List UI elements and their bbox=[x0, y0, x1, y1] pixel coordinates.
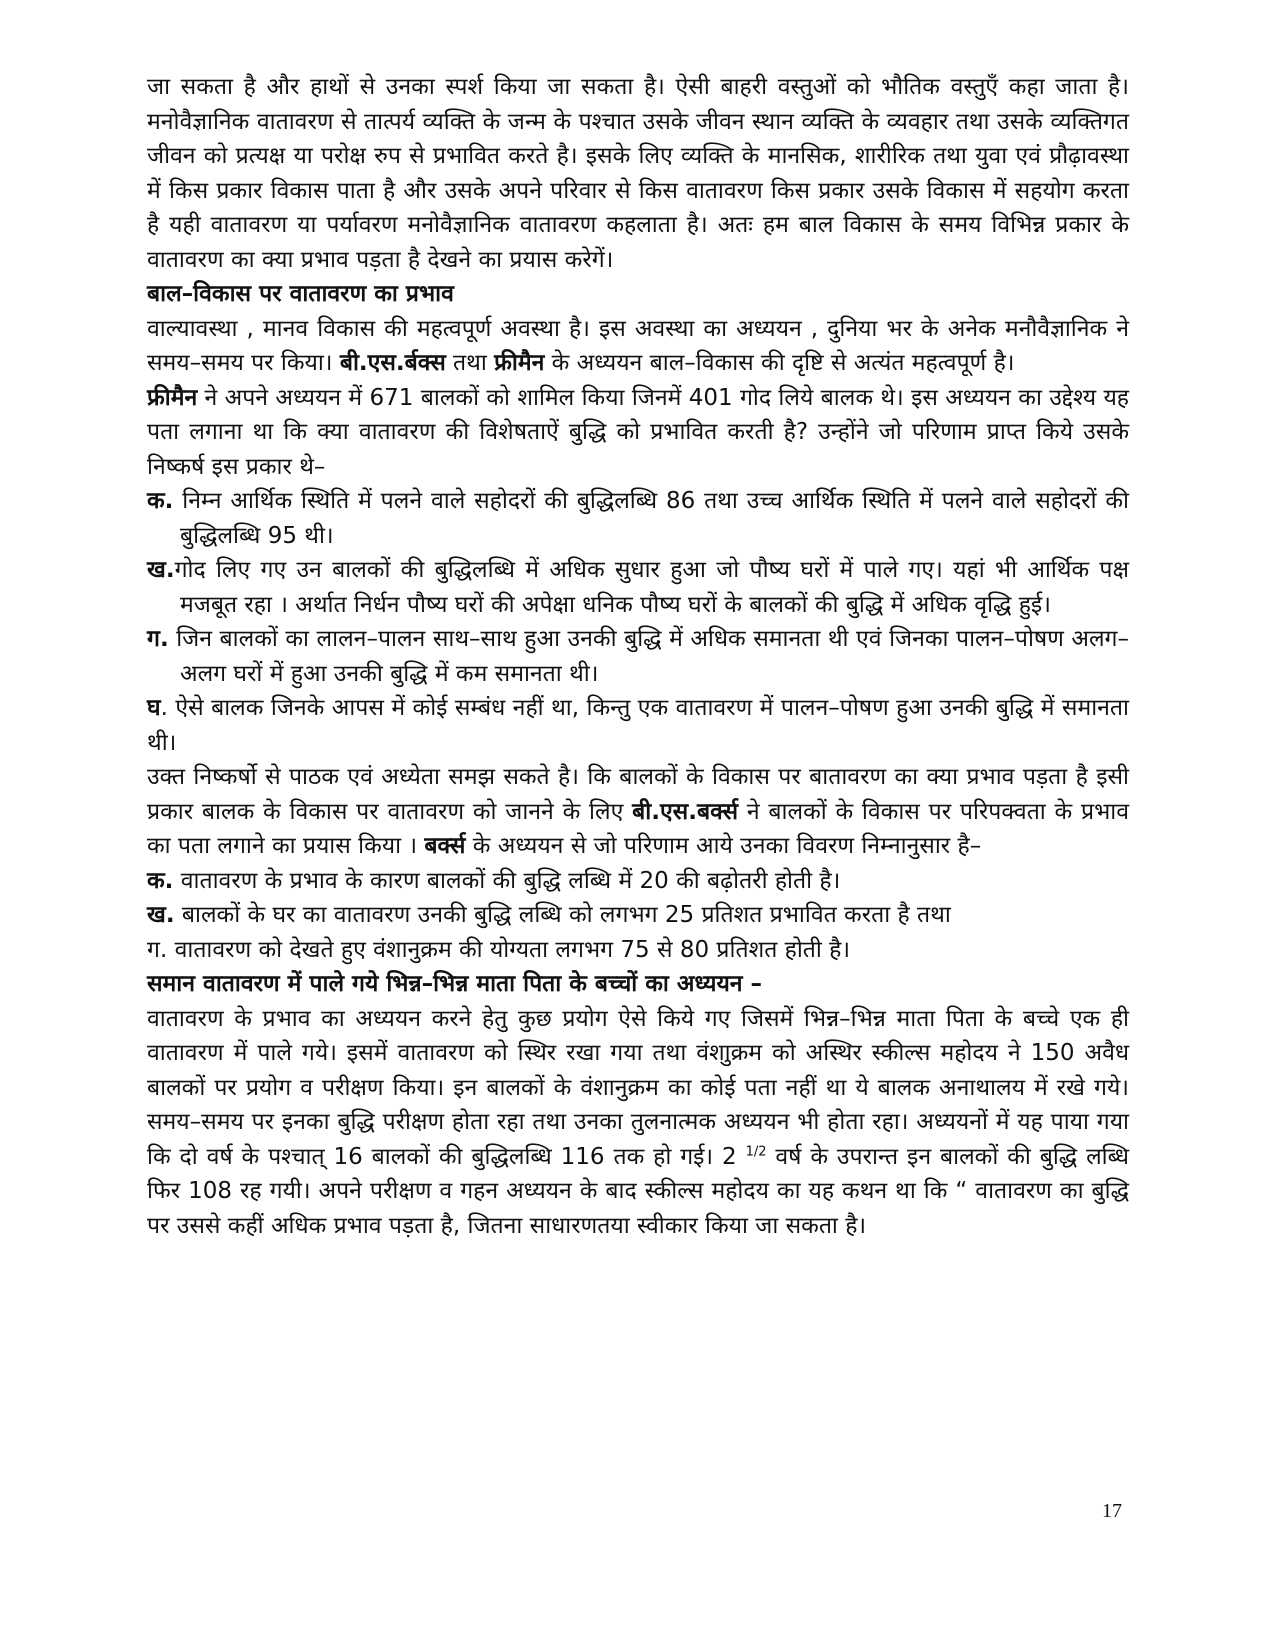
burks-result-item: ग. वातावरण को देखते हुए वंशानुक्रम की योग्यता लगभग 75 से 80 प्रतिशत होती है। bbox=[147, 936, 851, 963]
intro-paragraph: जा सकता है और हाथों से उनका स्पर्श किया जा सकता है। ऐसी बाहरी वस्तुओं को भौतिक वस्तुएँ कहा जाता है। मनोवैज्ञानिक वातावरण से तात्पर्य व्यक्ति के जन्म के पश्चात उसके जीवन स्थान व्यक्ति के व्यवहार तथा उसके व्यक्तिगत जीवन को प्रत्यक्ष या परोक्ष रुप से प्रभावित करते है। इसके लिए व्यक्ति के मानसिक, शारीरिक तथा युवा एवं प्रौढ़ावस्था में किस प्रकार विकास पाता है और उसके अपने परिवार से किस वातावरण किस प्रकार उसके विकास में सहयोग करता है यही वातावरण या पर्यावरण मनोवैज्ञानिक वातावरण कहलाता है। अतः हम बाल विकास के समय विभिन्न प्रकार के वातावरण का क्या प्रभाव पड़ता है देखने का प्रयास करेगें। bbox=[147, 74, 1129, 273]
paragraph-childhood-studies: वाल्यावस्था , मानव विकास की महत्वपूर्ण अवस्था है। इस अवस्था का अध्ययन , दुनिया भर के अनेक मनौवैज्ञानिक ने समय–समय पर किया। बी.एस.र्बक्स तथा फ्रीमैन के अध्ययन बाल–विकास की दृष्टि से अत्यंत महत्वपूर्ण है। bbox=[147, 315, 1129, 376]
page-number: 17 bbox=[1102, 1500, 1122, 1522]
burks-result-item: क. वातावरण के प्रभाव के कारण बालकों की बुद्धि लब्धि में 20 की बढ़ोतरी होती है। bbox=[147, 867, 841, 894]
finding-item: घ. ऐसे बालक जिनके आपस में कोई सम्बंध नहीं था, किन्तु एक वातावरण में पालन–पोषण हुआ उनकी बुद्धि में समानता थी। bbox=[147, 695, 1129, 756]
page-content bbox=[147, 70, 1129, 1243]
paragraph-burks-study: उक्त निष्कर्षो से पाठक एवं अध्येता समझ सकते है। कि बालकों के विकास पर बातावरण का क्या प्रभाव पड़ता है इसी प्रकार बालक के विकास पर वातावरण को जानने के लिए बी.एस.बर्क्स ने बालकों के विकास पर परिपक्वता के प्रभाव का पता लगाने का प्रयास किया । बर्क्स के अध्ययन से जो परिणाम आये उनका विवरण निम्नानुसार है– bbox=[147, 764, 1129, 859]
finding-item: ख.गोद लिए गए उन बालकों की बुद्धिलब्धि में अधिक सुधार हुआ जो पौष्य घरों में पाले गए। यहां भी आर्थिक पक्ष मजबूत रहा । अर्थात निर्धन पौष्य घरों की अपेक्षा धनिक पौष्य घरों के बालकों की बुद्धि में अधिक वृद्धि हुई। bbox=[147, 557, 1129, 618]
finding-item: ग. जिन बालकों का लालन–पालन साथ–साथ हुआ उनकी बुद्धि में अधिक समानता थी एवं जिनका पालन–पोषण अलग–अलग घरों में हुआ उनकी बुद्धि में कम समानता थी। bbox=[147, 626, 1129, 687]
paragraph-freeman-study: फ्रीमैन ने अपने अध्ययन में 671 बालकों को शामिल किया जिनमें 401 गोद लिये बालक थे। इस अध्ययन का उद्देश्य यह पता लगाना था कि क्या वातावरण की विशेषताऐं बुद्धि को प्रभावित करती है? उन्होंने जो परिणाम प्राप्त किये उसके निष्कर्ष इस प्रकार थे– bbox=[147, 384, 1129, 480]
paragraph-skeels-study: वातावरण के प्रभाव का अध्ययन करने हेतु कुछ प्रयोग ऐसे किये गए जिसमें भिन्न–भिन्न माता पिता के बच्चे एक ही वातावरण में पाले गये। इसमें वातावरण को स्थिर रखा गया तथा वंशाुक्रम को अस्थिर स्कील्स महोदय ने 150 अवैध बालकों पर प्रयोग व परीक्षण किया। इन बालकों के वंशानुक्रम का कोई पता नहीं था ये बालक अनाथालय में रखे गये। समय–समय पर इनका बुद्धि परीक्षण होता रहा तथा उनका तुलनात्मक अध्ययन भी होता रहा। अध्ययनों में यह पाया गया कि दो वर्ष के पश्चात् 16 बालकों की बुद्धिलब्धि 116 तक हो गई। 2 $^{1/2}$ वर्ष के उपरान्त इन बालकों की बुद्धि लब्धि फिर 108 रह गयी। अपने परीक्षण व गहन अध्ययन के बाद स्कील्स महोदय का यह कथन था कि “ वातावरण का बुद्धि पर उससे कहीं अधिक प्रभाव पड़ता है, जितना साधारणतया स्वीकार किया जा सकता है। bbox=[147, 1005, 1129, 1239]
burks-result-item: ख. बालकों के घर का वातावरण उनकी बुद्धि लब्धि को लगभग 25 प्रतिशत प्रभावित करता है तथा bbox=[147, 902, 951, 928]
section-heading-same-environment: समान वातावरण में पाले गये भिन्न–भिन्न माता पिता के बच्चों का अध्ययन – bbox=[147, 971, 763, 997]
section-heading-environment-influence: बाल–विकास पर वातावरण का प्रभाव bbox=[147, 281, 454, 307]
fraction-superscript: 1/2 bbox=[745, 1143, 767, 1159]
finding-item: क. निम्न आर्थिक स्थिति में पलने वाले सहोदरों की बुद्धिलब्धि 86 तथा उच्च आर्थिक स्थिति में पलने वाले सहोदरों की बुद्धिलब्धि 95 थी। bbox=[147, 488, 1129, 549]
